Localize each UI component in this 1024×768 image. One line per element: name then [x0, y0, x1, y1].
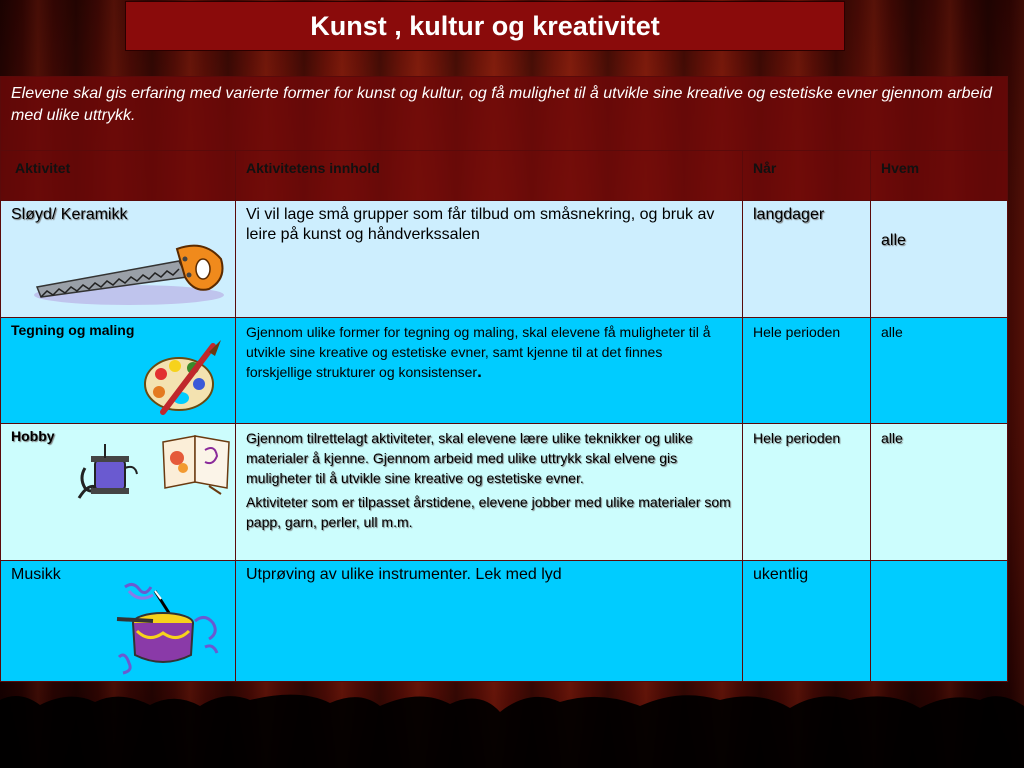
who-cell: [871, 318, 1008, 424]
activity-table: [0, 76, 1008, 682]
activity-cell: [1, 561, 236, 682]
content-text: Vi vil lage små grupper som får tilbud om småsnekring, og bruk av leire på kunst og håndverkssalen: [246, 206, 715, 243]
when-text: ukentlig: [753, 566, 809, 583]
column-header-content: Aktivitetens innhold: [236, 151, 743, 201]
drum-icon: [109, 573, 229, 677]
content-paragraph-2: Aktiviteter som er tilpasset årstidene, elevene jobber med ulike materialer som papp, garn, perler, ull m.m.: [246, 494, 731, 530]
who-text: alle: [881, 430, 903, 446]
content-text: Utprøving av ulike instrumenter. Lek med lyd: [246, 566, 562, 583]
thread-spool-icon: [75, 438, 141, 504]
content-text: Gjennom ulike former for tegning og maling, skal elevene få muligheter til å utvikle sine kreative og estetiske evner, samt kjenne til at det finnes forskjellige strukturer og konsistenser.: [246, 324, 711, 381]
activity-cell: [1, 424, 236, 561]
when-text: langdager: [753, 206, 825, 223]
who-text: alle: [881, 232, 906, 249]
activity-label: Musikk: [11, 566, 61, 583]
table-header: [1, 151, 1008, 201]
activity-label: Tegning og maling: [11, 322, 135, 338]
activity-label: Sløyd/ Keramikk: [11, 206, 128, 223]
activity-label: Hobby: [11, 428, 55, 444]
who-text: alle: [881, 324, 903, 340]
when-cell: [743, 424, 871, 561]
when-cell: [743, 318, 871, 424]
activity-cell: [1, 201, 236, 318]
who-cell: [871, 201, 1008, 318]
page-title: Kunst , kultur og kreativitet: [310, 10, 660, 41]
column-header-activity: Aktivitet: [1, 151, 236, 201]
when-text: Hele perioden: [753, 324, 841, 340]
intro-text: Elevene skal gis erfaring med varierte former for kunst og kultur, og få mulighet til å utvikle sine kreative og estetiske evner gjennom arbeid med ulike uttrykk.: [1, 77, 1008, 151]
table-row: [1, 201, 1008, 318]
table-row: [1, 424, 1008, 561]
content-cell: [236, 201, 743, 318]
content-cell: [236, 561, 743, 682]
when-cell: [743, 561, 871, 682]
column-header-who: Hvem: [871, 151, 1008, 201]
palette-icon: [141, 338, 223, 418]
content-text: [246, 428, 732, 532]
column-header-when: Når: [743, 151, 871, 201]
table-row: [1, 318, 1008, 424]
title-box: [125, 1, 845, 51]
sketchbook-icon: [159, 432, 233, 496]
who-cell: [871, 424, 1008, 561]
content-cell: [236, 318, 743, 424]
when-text: Hele perioden: [753, 430, 841, 446]
when-cell: [743, 201, 871, 318]
intro-row: [1, 77, 1008, 151]
content-cell: [236, 424, 743, 561]
table-row: [1, 561, 1008, 682]
activity-cell: [1, 318, 236, 424]
saw-icon: [29, 229, 229, 307]
content-paragraph-1: Gjennom tilrettelagt aktiviteter, skal elevene lære ulike teknikker og ulike materialer å kjenne. Gjennom arbeid med ulike uttrykk skal elvene gis muligheter til å utvikle sine kreative og estetiske evner.: [246, 430, 693, 486]
who-cell: [871, 561, 1008, 682]
